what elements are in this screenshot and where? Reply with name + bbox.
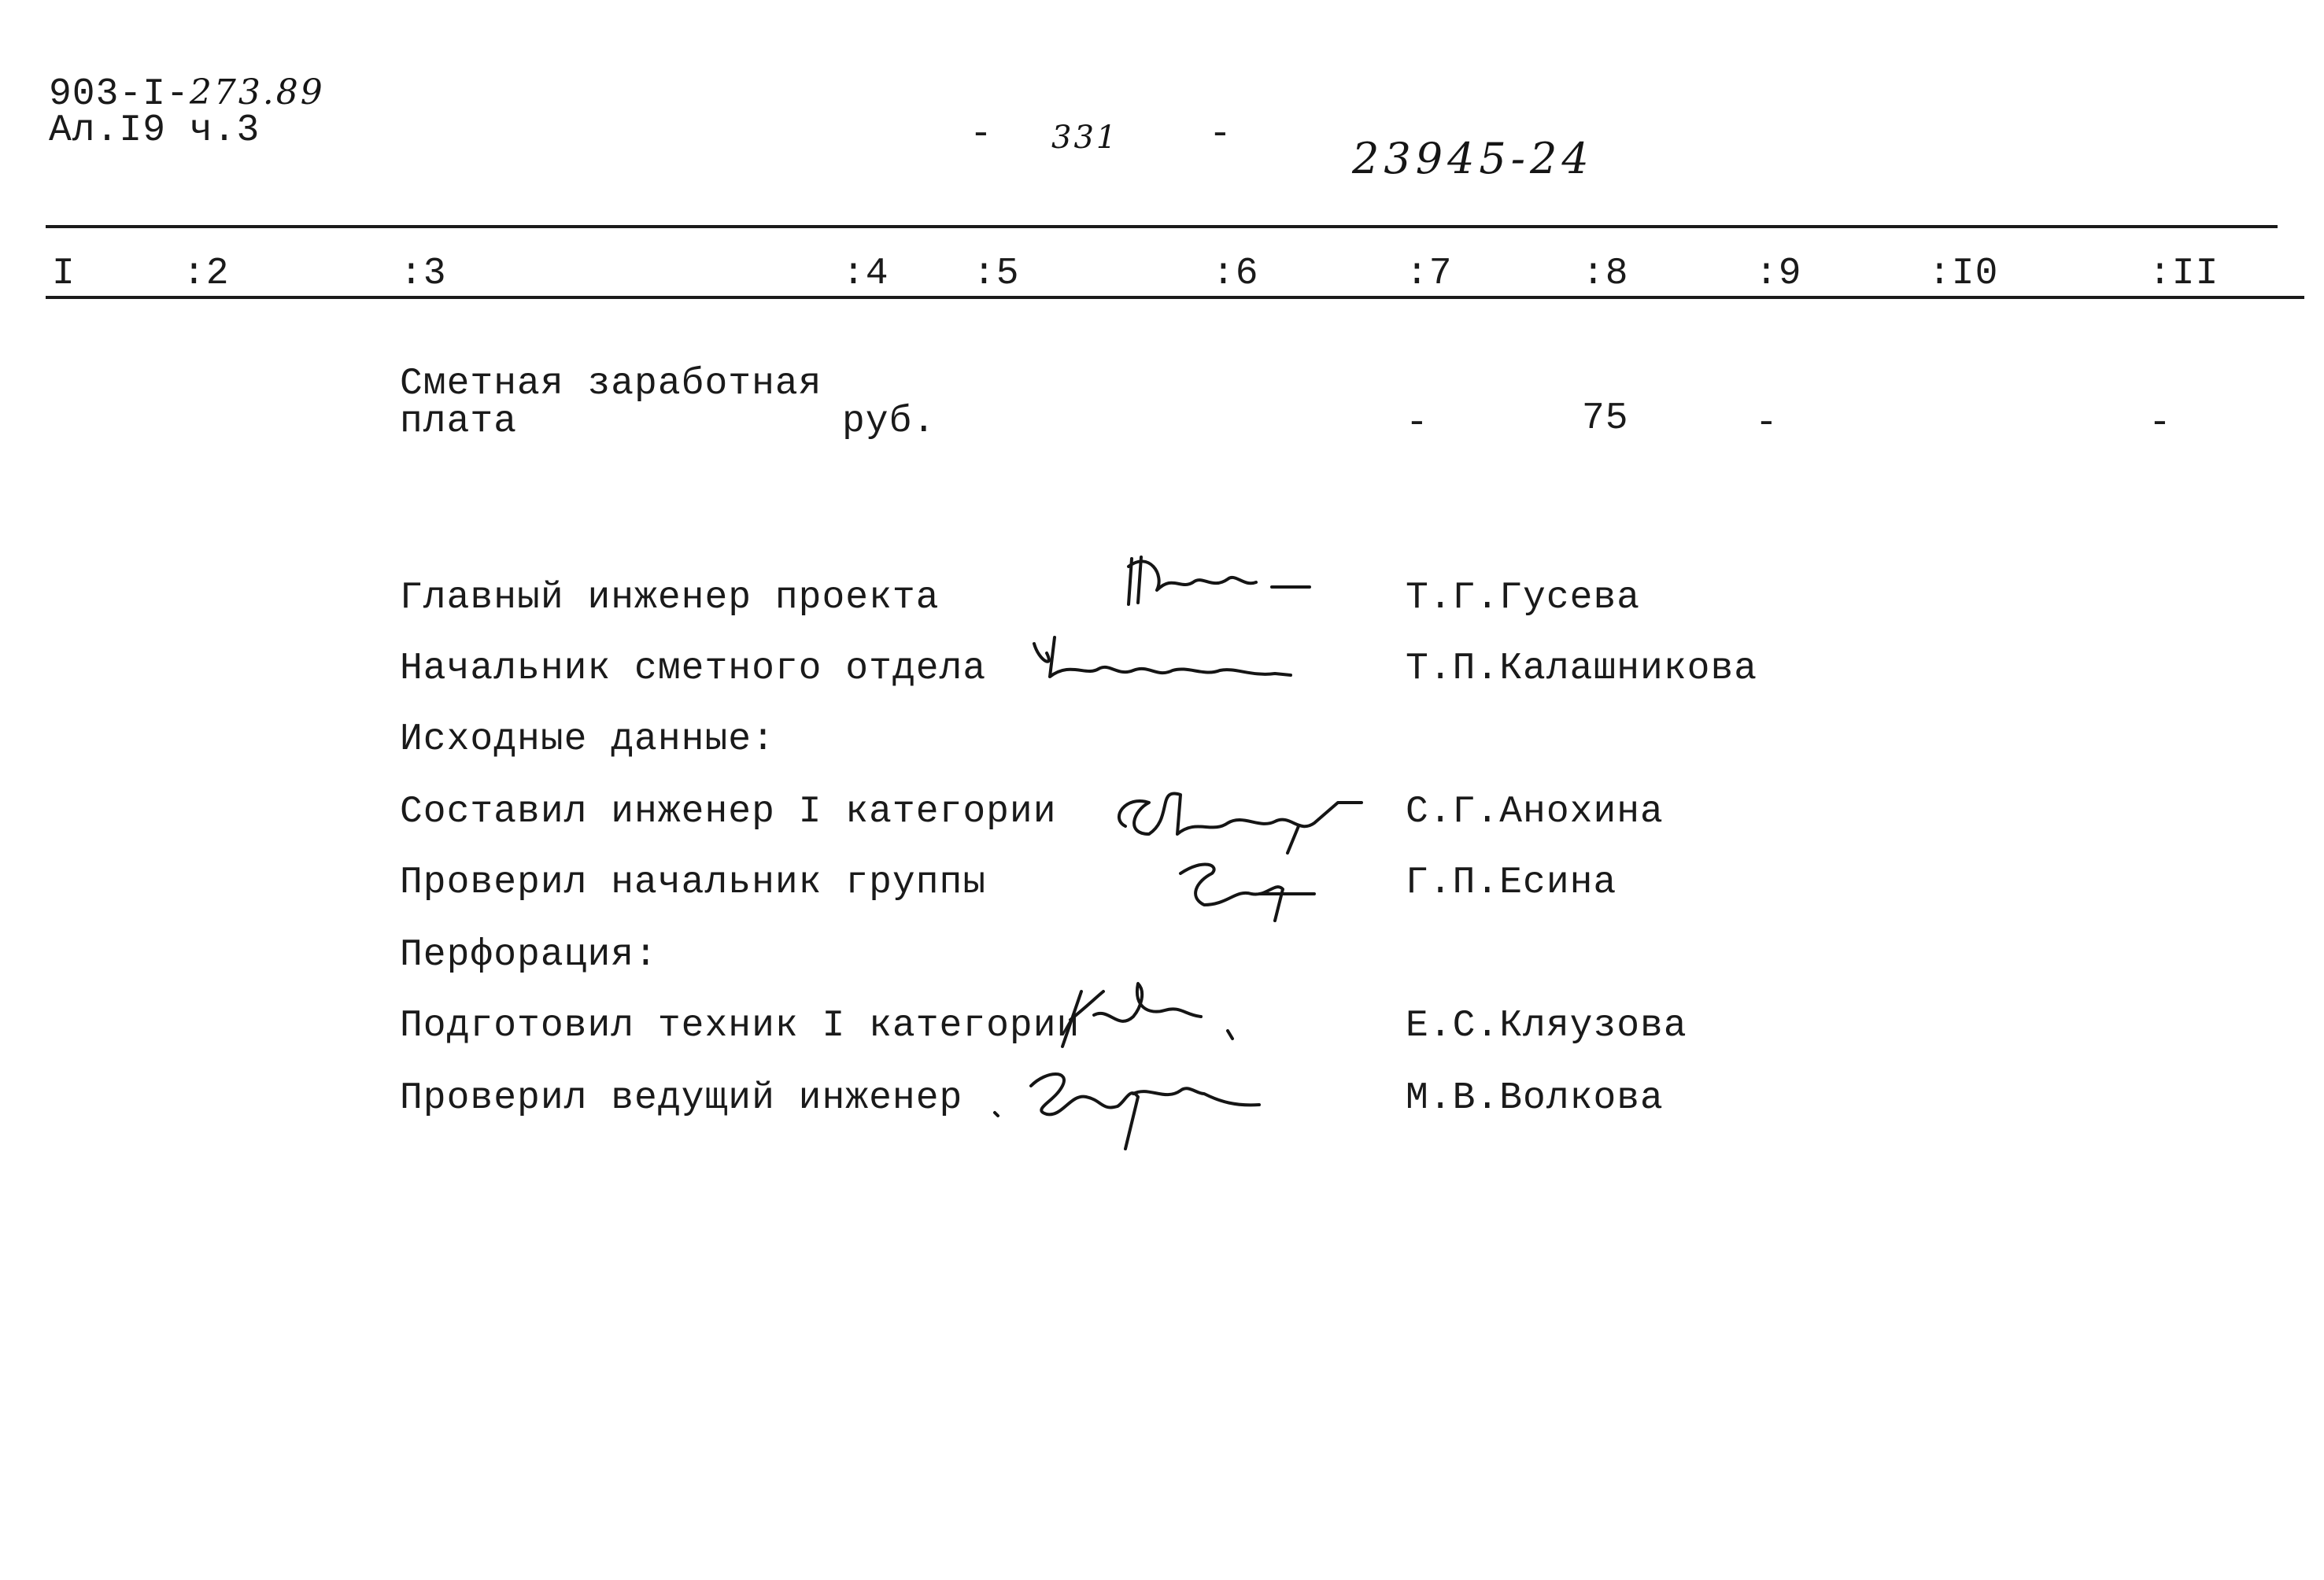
page-number: 331 bbox=[1051, 120, 1119, 156]
signature-icon bbox=[1157, 850, 1330, 936]
column-header-6: :6 bbox=[1212, 253, 1259, 295]
column-header-11: :II bbox=[2148, 253, 2219, 295]
signatory-role: Проверил ведущий инженер bbox=[400, 1077, 963, 1120]
signatory-role: Подготовил техник I категории bbox=[400, 1005, 1081, 1047]
row-col11-value: - bbox=[2148, 402, 2172, 445]
doc-code bbox=[49, 72, 325, 115]
column-header-9: :9 bbox=[1755, 253, 1802, 295]
section-heading-source-data: Исходные данные: bbox=[400, 718, 775, 761]
signatory-name: Т.П.Калашникова bbox=[1406, 648, 1758, 690]
column-header-1: I bbox=[52, 253, 76, 295]
signatory-role: Составил инженер I категории bbox=[400, 791, 1057, 833]
row-unit: руб. bbox=[842, 401, 937, 443]
column-header-3: :3 bbox=[400, 253, 447, 295]
signature-icon bbox=[1118, 543, 1322, 622]
signatory-role: Главный инженер проекта bbox=[400, 577, 940, 619]
signatory-name: Т.Г.Гусева bbox=[1406, 577, 1641, 619]
signatory-name: Е.С.Кляузова bbox=[1406, 1005, 1687, 1047]
signatory-role: Начальник сметного отдела bbox=[400, 648, 987, 690]
signatory-role: Проверил начальник группы bbox=[400, 862, 987, 904]
row-col9-value: - bbox=[1755, 402, 1779, 445]
row-col7-value: - bbox=[1406, 402, 1429, 445]
row-col8-value: 75 bbox=[1582, 397, 1629, 440]
table-header-rule bbox=[46, 296, 2304, 299]
signatory-name: Г.П.Есина bbox=[1406, 862, 1617, 904]
doc-code-typed: 903-I- bbox=[49, 73, 190, 116]
column-header-7: :7 bbox=[1406, 253, 1453, 295]
signature-icon bbox=[1023, 622, 1306, 700]
page-dash-right: - bbox=[1209, 113, 1232, 156]
column-header-4: :4 bbox=[842, 253, 889, 295]
signature-icon bbox=[984, 1039, 1283, 1165]
doc-code-handwritten: 273.89 bbox=[189, 72, 325, 113]
row-label-line1: Сметная заработная bbox=[400, 363, 822, 405]
row-label-line2: плата bbox=[400, 401, 518, 443]
table-top-rule bbox=[46, 225, 2278, 228]
column-header-2: :2 bbox=[183, 253, 230, 295]
signature-icon bbox=[1102, 771, 1369, 858]
column-header-10: :I0 bbox=[1928, 253, 1999, 295]
signatory-name: С.Г.Анохина bbox=[1406, 791, 1664, 833]
registration-number: 23945-24 bbox=[1352, 134, 1594, 183]
column-header-5: :5 bbox=[973, 253, 1020, 295]
section-heading-perforation: Перфорация: bbox=[400, 934, 658, 976]
album-line: Ал.I9 ч.3 bbox=[49, 109, 260, 152]
page-dash-left: - bbox=[970, 113, 993, 156]
signatory-name: М.В.Волкова bbox=[1406, 1077, 1664, 1120]
column-header-8: :8 bbox=[1582, 253, 1629, 295]
